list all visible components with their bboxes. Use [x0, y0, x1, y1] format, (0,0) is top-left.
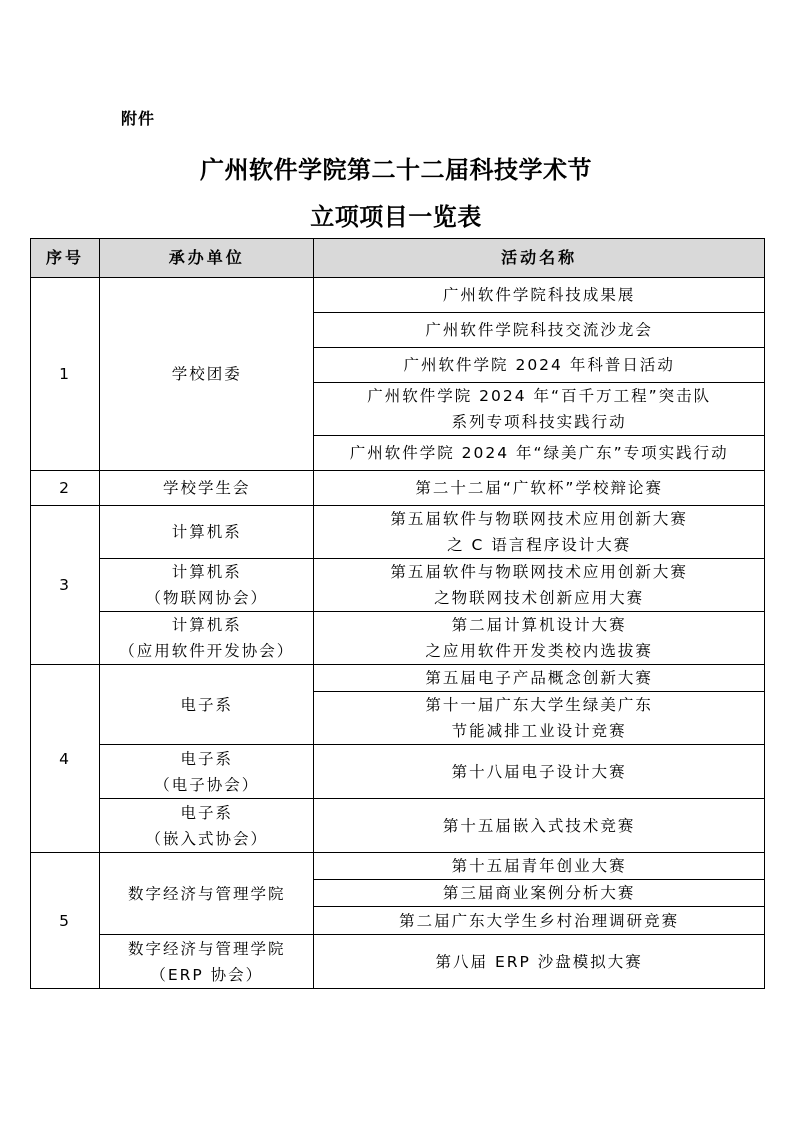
unit-line: （应用软件开发协会）	[119, 642, 295, 660]
seq-cell: 3	[31, 506, 100, 665]
unit-line: 电子系	[180, 803, 233, 822]
activity-line: 之物联网技术创新应用大赛	[434, 589, 645, 607]
unit-cell: 学校团委	[100, 278, 314, 471]
unit-cell: 数字经济与管理学院	[100, 853, 314, 935]
activity-cell	[314, 559, 765, 612]
table-row	[31, 506, 765, 559]
activity-line: 系列专项科技实践行动	[451, 413, 627, 431]
table-header-row	[31, 239, 765, 278]
unit-cell: 学校学生会	[100, 471, 314, 506]
activity-line: 第五届软件与物联网技术应用创新大赛	[390, 510, 688, 528]
activity-cell: 广州软件学院 2024 年“绿美广东”专项实践行动	[314, 436, 765, 471]
unit-cell	[100, 612, 314, 665]
activity-line: 之应用软件开发类校内选拔赛	[425, 642, 653, 660]
unit-line: （物联网协会）	[145, 589, 268, 607]
activity-cell: 广州软件学院科技成果展	[314, 278, 765, 313]
activity-line: 广州软件学院 2024 年“百千万工程”突击队	[367, 387, 712, 405]
table-row	[31, 559, 765, 612]
seq-cell: 4	[31, 665, 100, 853]
unit-cell: 计算机系	[100, 506, 314, 559]
unit-line: 计算机系	[171, 616, 242, 634]
header-seq: 序号	[31, 239, 100, 278]
seq-cell: 1	[31, 278, 100, 471]
header-activity: 活动名称	[314, 239, 765, 278]
table-row	[31, 935, 765, 989]
header-unit: 承办单位	[100, 239, 314, 278]
unit-line: 数字经济与管理学院	[127, 939, 286, 958]
activity-cell: 广州软件学院 2024 年科普日活动	[314, 348, 765, 383]
activity-cell: 第二届广东大学生乡村治理调研竞赛	[314, 907, 765, 935]
unit-cell	[100, 559, 314, 612]
activity-cell: 第三届商业案例分析大赛	[314, 880, 765, 907]
activity-cell	[314, 506, 765, 559]
unit-line: 计算机系	[171, 563, 242, 581]
unit-cell: 电子系	[100, 665, 314, 745]
table-row	[31, 665, 765, 692]
activity-cell: 第十五届嵌入式技术竞赛	[314, 799, 765, 853]
table-row	[31, 745, 765, 799]
table-row	[31, 612, 765, 665]
seq-cell: 5	[31, 853, 100, 989]
unit-line: （嵌入式协会）	[145, 829, 268, 848]
table-row	[31, 471, 765, 506]
unit-cell	[100, 935, 314, 989]
unit-line: （ERP 协会）	[150, 965, 264, 984]
unit-line: 电子系	[180, 749, 233, 768]
table-row	[31, 278, 765, 313]
activity-cell: 第十八届电子设计大赛	[314, 745, 765, 799]
document-subtitle: 立项项目一览表	[310, 202, 482, 231]
table-row	[31, 853, 765, 880]
activity-line: 第二届计算机设计大赛	[451, 616, 627, 634]
activity-cell: 广州软件学院科技交流沙龙会	[314, 313, 765, 348]
unit-line: （电子协会）	[154, 775, 260, 794]
unit-cell	[100, 799, 314, 853]
activity-cell	[314, 612, 765, 665]
activity-cell: 第八届 ERP 沙盘模拟大赛	[314, 935, 765, 989]
activity-line: 之 C 语言程序设计大赛	[447, 536, 632, 554]
activity-cell: 第二十二届“广软杯”学校辩论赛	[314, 471, 765, 506]
activity-cell	[314, 692, 765, 745]
activity-line: 第十一届广东大学生绿美广东	[425, 696, 653, 714]
project-table	[30, 238, 765, 989]
table-row	[31, 799, 765, 853]
activity-line: 第五届软件与物联网技术应用创新大赛	[390, 563, 688, 581]
unit-cell	[100, 745, 314, 799]
activity-line: 节能减排工业设计竞赛	[451, 722, 627, 740]
seq-cell: 2	[31, 471, 100, 506]
activity-cell: 第十五届青年创业大赛	[314, 853, 765, 880]
document-title: 广州软件学院第二十二届科技学术节	[200, 155, 592, 184]
activity-cell: 第五届电子产品概念创新大赛	[314, 665, 765, 692]
attachment-label: 附件	[121, 109, 156, 128]
activity-cell	[314, 383, 765, 436]
